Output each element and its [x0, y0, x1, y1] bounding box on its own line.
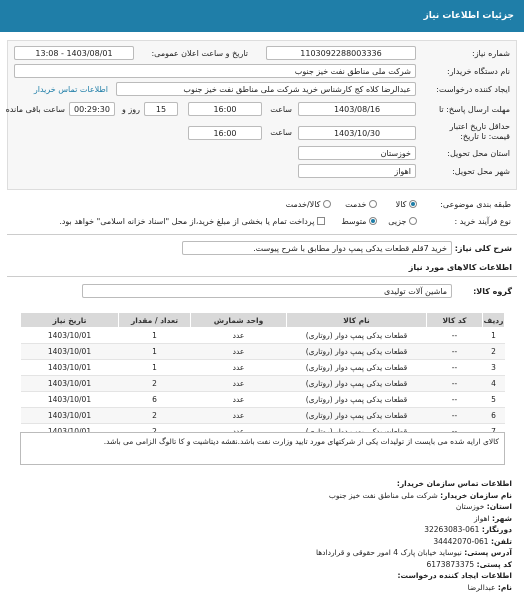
table-cell: 1	[119, 360, 191, 376]
table-cell: 5	[483, 392, 505, 408]
col-unit: واحد شمارش	[191, 313, 287, 328]
contact-line-value: خوزستان	[456, 502, 484, 511]
response-deadline-time: 16:00	[188, 102, 262, 116]
contact-line-value: نیوساید خیابان پارک 4 امور حقوقی و قراردادها	[316, 548, 462, 557]
announce-datetime-value: 1403/08/01 - 13:08	[14, 46, 134, 60]
col-row: ردیف	[483, 313, 505, 328]
goods-group-label: گروه کالا:	[473, 287, 512, 296]
table-cell: --	[427, 408, 483, 424]
general-desc-label: شرح کلی نیاز:	[455, 244, 512, 253]
contact-line-label: شهر:	[492, 514, 512, 523]
table-cell: 1403/10/01	[21, 392, 119, 408]
table-row	[21, 392, 505, 408]
goods-table	[20, 312, 505, 440]
validity-date: 1403/10/30	[298, 126, 416, 140]
contact-line-label: دورنگار:	[482, 525, 512, 534]
category-label: طبقه بندی موضوعی:	[419, 200, 511, 209]
contact-line	[316, 547, 512, 559]
table-cell: قطعات یدکی پمپ دوار (روتاری)	[287, 328, 427, 344]
table-cell: 4	[483, 376, 505, 392]
table-cell: --	[427, 328, 483, 344]
table-cell: 1403/10/01	[21, 376, 119, 392]
table-cell: عدد	[191, 376, 287, 392]
row-city	[14, 163, 510, 179]
response-deadline-date: 1403/08/16	[298, 102, 416, 116]
general-desc-value: خرید 7قلم قطعات یدکی پمپ دوار مطابق با شرح پیوست.	[182, 241, 452, 255]
col-name: نام کالا	[287, 313, 427, 328]
row-validity	[14, 121, 510, 143]
city-label: شهر محل تحویل:	[418, 167, 510, 176]
contact-line-label: نام:	[498, 583, 512, 592]
goods-group-value: ماشین آلات تولیدی	[82, 284, 452, 298]
need-number-value: 1103092288003336	[266, 46, 416, 60]
table-cell: عدد	[191, 408, 287, 424]
table-cell: قطعات یدکی پمپ دوار (روتاری)	[287, 408, 427, 424]
table-cell: 6	[483, 408, 505, 424]
contact-line	[316, 559, 512, 571]
process-option-minor[interactable]: جزیی	[388, 217, 417, 226]
col-code: کد کالا	[427, 313, 483, 328]
contact-line-value: اهواز	[474, 514, 490, 523]
table-cell: 1	[119, 344, 191, 360]
validity-label-line1: حداقل تاریخ اعتبار	[450, 122, 510, 131]
contact-line	[316, 582, 512, 593]
response-deadline-label: مهلت ارسال پاسخ: تا	[418, 105, 510, 114]
page-header	[0, 0, 524, 32]
table-cell: 1403/10/01	[21, 408, 119, 424]
contact-line	[316, 524, 512, 536]
table-cell: عدد	[191, 344, 287, 360]
response-days-value: 15	[144, 102, 178, 116]
table-row	[21, 376, 505, 392]
city-value: اهواز	[298, 164, 416, 178]
contact-line-label: آدرس پستی:	[464, 548, 512, 557]
table-cell: --	[427, 392, 483, 408]
need-info-panel	[7, 40, 517, 190]
contact-line	[316, 536, 512, 548]
radio-goods-service[interactable]	[323, 200, 331, 208]
radio-service[interactable]	[369, 200, 377, 208]
province-label: استان محل تحویل:	[418, 149, 510, 158]
contact-line-value: شرکت ملی مناطق نفت خیز جنوب	[329, 491, 438, 500]
remaining-time-value: 00:29:30	[69, 102, 115, 116]
goods-info-title: اطلاعات کالاهای مورد نیاز	[409, 263, 512, 272]
contact-line-label: استان:	[487, 502, 512, 511]
contact-line-value: 6173873375	[426, 560, 474, 569]
table-cell: 6	[119, 392, 191, 408]
need-number-label: شماره نیاز:	[418, 49, 510, 58]
table-cell: عدد	[191, 392, 287, 408]
table-cell: 1	[119, 328, 191, 344]
col-qty: تعداد / مقدار	[119, 313, 191, 328]
table-cell: 2	[483, 344, 505, 360]
category-option-service[interactable]: خدمت	[345, 200, 377, 209]
category-option-goods[interactable]: کالا	[396, 200, 417, 209]
row-process	[13, 213, 511, 229]
table-cell: عدد	[191, 328, 287, 344]
row-requester	[14, 81, 510, 97]
buyer-value: شرکت ملی مناطق نفت خیز جنوب	[14, 64, 416, 78]
table-cell: 3	[483, 360, 505, 376]
contact-lines	[316, 490, 512, 593]
row-response-deadline	[14, 101, 510, 117]
table-cell: قطعات یدکی پمپ دوار (روتاری)	[287, 392, 427, 408]
table-row	[21, 360, 505, 376]
section-divider	[7, 234, 517, 235]
contact-line	[316, 513, 512, 525]
table-cell: قطعات یدکی پمپ دوار (روتاری)	[287, 360, 427, 376]
announce-datetime-label: تاریخ و ساعت اعلان عمومی:	[151, 49, 248, 58]
buyer-label: نام دستگاه خریدار:	[418, 67, 510, 76]
contact-title: اطلاعات تماس سازمان خریدار:	[397, 479, 512, 488]
buyer-contact-link[interactable]: اطلاعات تماس خریدار	[34, 85, 108, 94]
requester-value: عبدالرضا کلاه کج کارشناس خرید شرکت ملی مناطق نفت خیز جنوب	[116, 82, 416, 96]
contact-line	[316, 501, 512, 513]
buyer-note: کالای ارایه شده می بایست از تولیدات یکی از شرکتهای مورد تایید وزارت نفت باشد.نقشه دیتاشیت و کا تالوگ الزامی می باشد.	[20, 432, 505, 465]
col-date: تاریخ نیاز	[21, 313, 119, 328]
table-cell: قطعات یدکی پمپ دوار (روتاری)	[287, 344, 427, 360]
contact-line	[316, 490, 512, 502]
contact-line-label: اطلاعات ایجاد کننده درخواست:	[398, 571, 513, 580]
radio-goods[interactable]	[409, 200, 417, 208]
treasury-note: پرداخت تمام یا بخشی از مبلغ خرید،از محل "اسناد خزانه اسلامی" خواهد بود.	[59, 217, 325, 226]
table-cell: عدد	[191, 360, 287, 376]
contact-line-label: نام سازمان خریدار:	[440, 491, 512, 500]
process-option-medium[interactable]: متوسط	[341, 217, 377, 226]
validity-time: 16:00	[188, 126, 262, 140]
category-option-goods-service[interactable]: کالا/خدمت	[286, 200, 331, 209]
table-cell: 1403/10/01	[21, 344, 119, 360]
row-category	[13, 196, 511, 212]
validity-label-line2: قیمت: تا تاریخ:	[460, 132, 510, 141]
table-cell: 1403/10/01	[21, 328, 119, 344]
goods-table-header	[21, 313, 505, 328]
table-cell: --	[427, 344, 483, 360]
goods-table-body	[21, 328, 505, 440]
contact-line-value: 061-34442070	[433, 537, 488, 546]
validity-label	[418, 122, 510, 142]
validity-time-label: ساعت	[270, 128, 292, 137]
table-cell: 1	[483, 328, 505, 344]
table-cell: --	[427, 376, 483, 392]
response-time-label: ساعت	[270, 105, 292, 114]
radio-medium[interactable]	[369, 217, 377, 225]
row-province	[14, 145, 510, 161]
radio-minor[interactable]	[409, 217, 417, 225]
table-cell: 2	[119, 408, 191, 424]
table-row	[21, 408, 505, 424]
response-days-label: روز و	[122, 105, 140, 114]
requester-label: ایجاد کننده درخواست:	[418, 85, 510, 94]
table-cell: قطعات یدکی پمپ دوار (روتاری)	[287, 376, 427, 392]
table-cell: 2	[119, 376, 191, 392]
row-buyer	[14, 63, 510, 79]
province-value: خوزستان	[298, 146, 416, 160]
table-row	[21, 328, 505, 344]
table-cell: --	[427, 360, 483, 376]
contact-line-label: تلفن:	[491, 537, 512, 546]
page-title: جزئیات اطلاعات نیاز	[424, 11, 514, 21]
treasury-checkbox[interactable]	[317, 217, 325, 225]
remaining-time-label: ساعت باقی مانده	[6, 105, 65, 114]
goods-info-divider	[7, 276, 517, 277]
contact-line-value: 061-32263083	[424, 525, 479, 534]
contact-line-label: کد پستی:	[477, 560, 512, 569]
contact-line-value: عبدالرضا	[468, 583, 496, 592]
process-label: نوع فرآیند خرید :	[419, 217, 511, 226]
table-row	[21, 344, 505, 360]
table-cell: 1403/10/01	[21, 360, 119, 376]
row-need-number	[14, 45, 510, 61]
